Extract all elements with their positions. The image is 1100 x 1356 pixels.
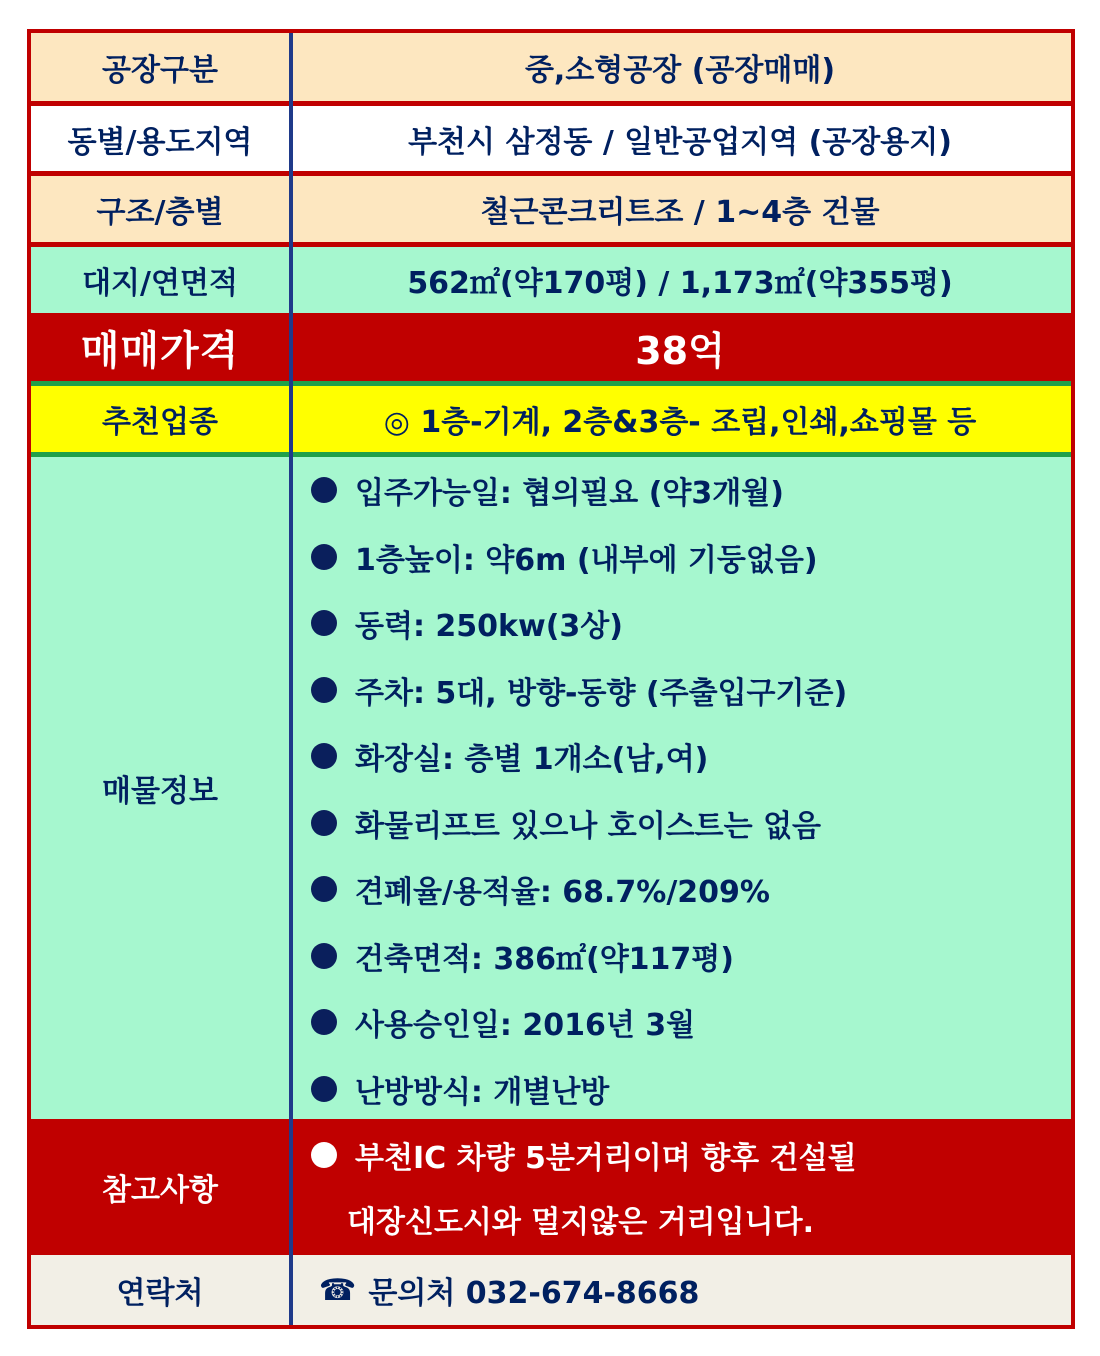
property-info-text: 사용승인일: 2016년 3월 bbox=[355, 1008, 696, 1044]
property-info-item bbox=[311, 524, 1071, 591]
property-info-text: 1층높이: 약6m (내부에 기둥없음) bbox=[355, 542, 818, 578]
structure-value: 철근콘크리트조 / 1~4층 건물 bbox=[289, 176, 1071, 242]
property-info-text: 동력: 250kw(3상) bbox=[355, 609, 623, 645]
structure-label: 구조/층별 bbox=[31, 176, 289, 242]
property-info-text: 건축면적: 386㎡(약117평) bbox=[355, 941, 734, 977]
bullet-icon bbox=[311, 876, 337, 902]
bullet-icon bbox=[311, 610, 337, 636]
bullet-icon bbox=[311, 1142, 337, 1168]
property-info-item bbox=[311, 856, 1071, 923]
property-info-text: 화장실: 층별 1개소(남,여) bbox=[355, 742, 709, 778]
property-info-text: 주차: 5대, 방향-동향 (주출입구기준) bbox=[355, 675, 848, 711]
contact-label: 연락처 bbox=[116, 1276, 204, 1311]
area-value: 562㎡(약170평) / 1,173㎡(약355평) bbox=[289, 247, 1071, 313]
notes-line-1 bbox=[311, 1123, 857, 1187]
row-notes bbox=[31, 1119, 1071, 1255]
property-info-item bbox=[311, 790, 1071, 857]
property-info-list bbox=[289, 457, 1071, 1122]
row-location bbox=[31, 106, 1071, 171]
row-business bbox=[31, 386, 1071, 452]
property-info-item bbox=[311, 457, 1071, 524]
bullet-icon bbox=[311, 743, 337, 769]
property-info-item bbox=[311, 989, 1071, 1056]
contact-phone-text[interactable]: 문의처 032-674-8668 bbox=[368, 1276, 700, 1311]
business-value: ◎ 1층-기계, 2층&3층- 조립,인쇄,쇼핑몰 등 bbox=[383, 405, 977, 440]
row-price bbox=[31, 313, 1071, 381]
property-info-item bbox=[311, 590, 1071, 657]
property-info-item bbox=[311, 923, 1071, 990]
row-factory-type bbox=[31, 33, 1071, 101]
bullet-icon bbox=[311, 544, 337, 570]
price-label: 매매가격 bbox=[80, 327, 240, 374]
bullet-icon bbox=[311, 677, 337, 703]
row-area bbox=[31, 247, 1071, 313]
bullet-icon bbox=[311, 1076, 337, 1102]
property-info-text: 화물리프트 있으나 호이스트는 없음 bbox=[355, 808, 822, 844]
location-value: 부천시 삼정동 / 일반공업지역 (공장용지) bbox=[289, 106, 1071, 171]
property-info-item bbox=[311, 723, 1071, 790]
bullet-icon bbox=[311, 810, 337, 836]
row-contact bbox=[31, 1255, 1071, 1325]
row-property-info bbox=[31, 457, 1071, 1119]
price-value: 38억 bbox=[635, 328, 725, 373]
notes-value bbox=[289, 1119, 1071, 1255]
property-info-label: 매물정보 bbox=[102, 774, 218, 809]
property-info-text: 난방방식: 개별난방 bbox=[355, 1074, 610, 1110]
bullet-icon bbox=[311, 1009, 337, 1035]
factory-type-value: 중,소형공장 (공장매매) bbox=[289, 33, 1071, 101]
telephone-icon: ☎ bbox=[319, 1272, 357, 1308]
column-divider bbox=[289, 33, 293, 1325]
notes-label: 참고사항 bbox=[102, 1173, 218, 1208]
bullet-icon bbox=[311, 477, 337, 503]
listing-sheet bbox=[27, 29, 1075, 1329]
contact-value bbox=[289, 1255, 1071, 1325]
property-info-item bbox=[311, 657, 1071, 724]
property-info-text: 입주가능일: 협의필요 (약3개월) bbox=[355, 476, 784, 512]
business-label: 추천업종 bbox=[102, 405, 218, 440]
notes-line-1-text: 부천IC 차량 5분거리이며 향후 건설될 bbox=[355, 1141, 857, 1176]
property-info-text: 견폐율/용적율: 68.7%/209% bbox=[355, 875, 770, 911]
bullet-icon bbox=[311, 943, 337, 969]
property-info-item bbox=[311, 1056, 1071, 1123]
row-structure bbox=[31, 176, 1071, 242]
area-label: 대지/연면적 bbox=[31, 247, 289, 313]
location-label: 동별/용도지역 bbox=[31, 106, 289, 171]
notes-line-2: 대장신도시와 멀지않은 거리입니다. bbox=[347, 1205, 814, 1240]
factory-type-label: 공장구분 bbox=[31, 33, 289, 101]
